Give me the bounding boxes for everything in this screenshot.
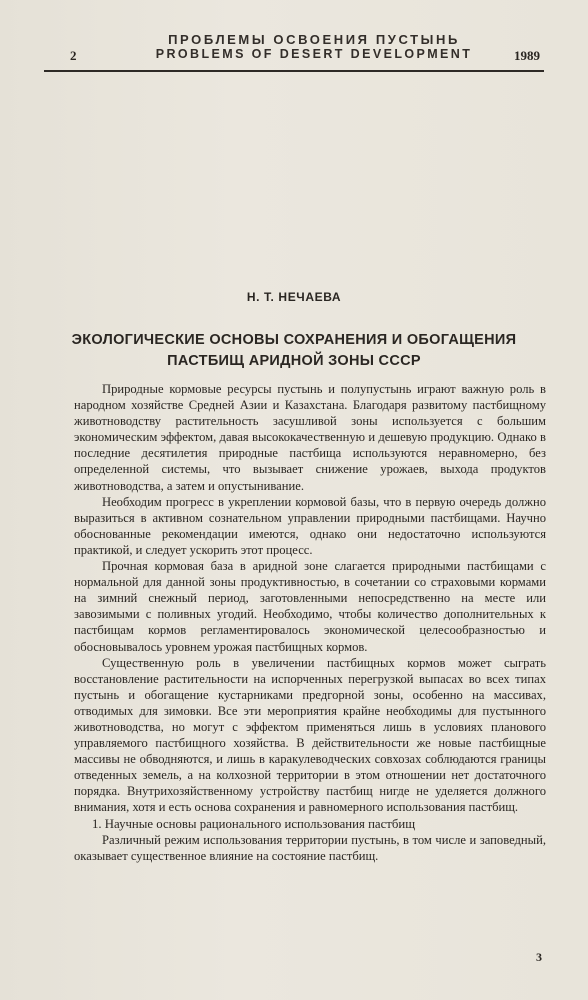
title-line-1: ЭКОЛОГИЧЕСКИЕ ОСНОВЫ СОХРАНЕНИЯ И ОБОГАЩЕНИЯ	[71, 332, 517, 348]
section-heading: 1. Научные основы рационального использования пастбищ	[92, 816, 416, 831]
article-body	[74, 381, 546, 864]
page-number: 3	[536, 950, 542, 964]
paragraph-5: Различный режим использования территории пустынь, в том числе и заповедный, оказывает существенное влияние на состояние пастбищ.	[74, 832, 546, 863]
header-rule	[44, 70, 544, 72]
article-author: Н. Т. НЕЧАЕВА	[246, 290, 342, 304]
title-line-2: ПАСТБИЩ АРИДНОЙ ЗОНЫ СССР	[167, 353, 421, 369]
issue-number: 2	[70, 48, 77, 63]
paragraph-2: Необходим прогресс в укреплении кормовой базы, что в первую очередь должно выразиться в активном сознательном управлении природными пастбищами. Научно обоснованные рекомендации имеются, однако они недостаточно используются практикой, и следует ускорить этот процесс.	[74, 494, 546, 557]
paragraph-1: Природные кормовые ресурсы пустынь и полупустынь играют важную роль в народном хозяйстве Средней Азии и Казахстана. Благодаря развитому пастбищному животноводству растительность засушливой зоны используется с большим экономическим эффектом, давая высококачественную и дешевую продукцию. Однако в последние десятилетия природные пастбища используются неравномерно, без определенной системы, что вызывает снижение урожаев, выхода продуктов животноводства, а затем и опустынивание.	[74, 382, 546, 493]
publication-year: 1989	[514, 48, 540, 63]
journal-title-ru: ПРОБЛЕМЫ ОСВОЕНИЯ ПУСТЫНЬ	[168, 32, 460, 47]
paragraph-3: Прочная кормовая база в аридной зоне слагается природными пастбищами с нормальной для данной зоны продуктивностью, в сочетании со страховыми кормами на зимний снежный период, заготовленными непосредственно на месте или завозимыми с поливных угодий. Необходимо, чтобы количество дополнительных к пастбищам кормов регламентировалось экономической целесообразностью и обосновывалось уровнем урожая пастбищных кормов.	[74, 559, 546, 654]
paragraph-4: Существенную роль в увеличении пастбищных кормов может сыграть восстановление растительности на испорченных перегрузкой выпасах во всех типах пустынь и обогащение кустарниками предгорной зоны, особенно на массивах, отводимых для зимовки. Все эти мероприятия крайне необходимы для пустынного животноводства, но могут с эффектом применяться лишь в условиях планового управляемого пастбищного хозяйства. В действительности же новые пастбищные массивы не обводняются, и лишь в каракулеводческих совхозах соблюдаются границы отведенных земель, а на колхозной территории в этом отношении нет достаточного порядка. Внутрихозяйственному устройству пастбищ нигде не уделяется должного внимания, хотя и есть основа сохранения и равномерного использования пастбищ.	[74, 655, 546, 815]
article-title	[40, 330, 548, 372]
journal-title-en: PROBLEMS OF DESERT DEVELOPMENT	[155, 47, 473, 61]
running-header	[44, 26, 544, 78]
